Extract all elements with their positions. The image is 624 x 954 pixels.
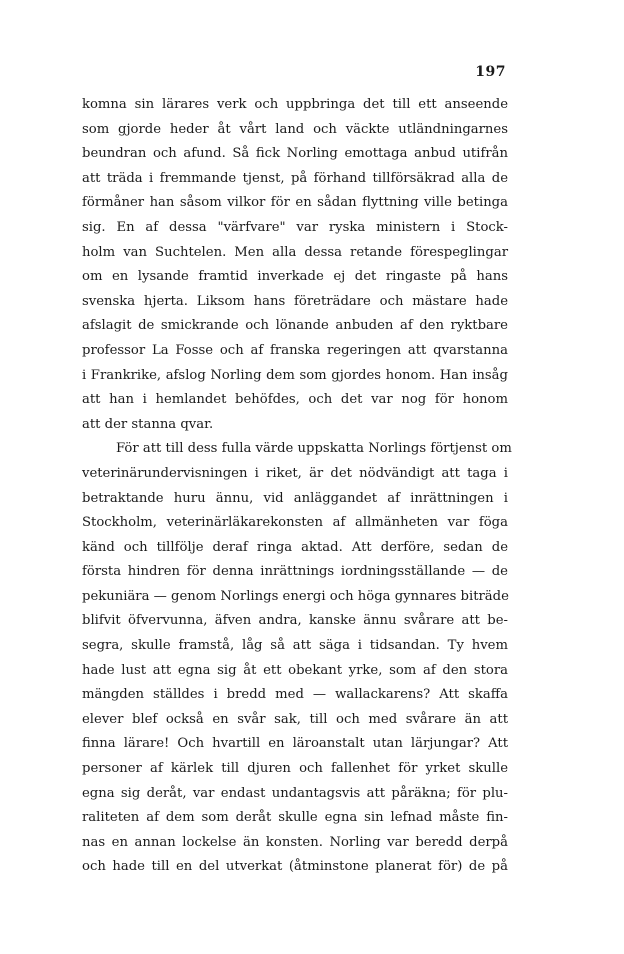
text-line: elever blef också en svår sak, till och med svårare än att xyxy=(82,711,508,727)
text-line: professor La Fosse och af franska regeringen att qvarstanna xyxy=(82,342,508,358)
text-line: betraktande huru ännu, vid anläggandet af inrättningen i xyxy=(82,490,508,506)
text-line: som gjorde heder åt vårt land och väckte utländningarnes xyxy=(82,121,508,137)
text-line: segra, skulle framstå, låg så att säga i tidsandan. Ty hvem xyxy=(82,638,508,654)
text-line: sig. En af dessa "värfvare" var ryska ministern i Stock- xyxy=(82,219,508,235)
text-line: känd och tillfölje deraf ringa aktad. Att derföre, sedan de xyxy=(82,539,508,555)
text-line: egna sig deråt, var endast undantagsvis att påräkna; för plu- xyxy=(82,785,508,801)
text-line: hade lust att egna sig åt ett obekant yrke, som af den stora xyxy=(82,662,508,678)
text-line: afslagit de smickrande och lönande anbuden af den ryktbare xyxy=(82,318,508,334)
paragraph-start-line: För att till dess fulla värde uppskatta Norlings förtjenst om xyxy=(116,441,512,457)
text-line: pekuniära — genom Norlings energi och höga gynnares biträde xyxy=(82,588,509,604)
text-line: mängden ställdes i bredd med — wallackarens? Att skaffa xyxy=(82,687,508,703)
text-line: om en lysande framtid inverkade ej det ringaste på hans xyxy=(82,269,508,285)
text-line: beundran och afund. Så fick Norling emottaga anbud utifrån xyxy=(82,146,508,162)
paragraph-end-line: att der stanna qvar. xyxy=(82,416,214,432)
text-line: komna sin lärares verk och uppbringa det till ett anseende xyxy=(82,97,508,112)
text-line: personer af kärlek till djuren och fallenhet för yrket skulle xyxy=(82,761,508,777)
text-line: veterinärundervisningen i riket, är det nödvändigt att taga i xyxy=(82,465,508,481)
page-number: 197 xyxy=(475,64,506,80)
text-line: förmåner han såsom vilkor för en sådan flyttning ville betinga xyxy=(82,195,508,211)
text-line: blifvit öfvervunna, äfven andra, kanske ännu svårare att be- xyxy=(82,613,508,629)
text-line: nas en annan lockelse än konsten. Norling var beredd derpå xyxy=(82,834,508,850)
text-line: första hindren för denna inrättnings iordningsställande — de xyxy=(82,564,508,580)
text-line: svenska hjerta. Liksom hans företrädare och mästare hade xyxy=(82,293,508,309)
text-line: holm van Suchtelen. Men alla dessa retande förespeglingar xyxy=(82,244,508,260)
text-line: att han i hemlandet behöfdes, och det var nog för honom xyxy=(82,392,508,408)
text-line: Stockholm, veterinärläkarekonsten af allmänheten var föga xyxy=(82,515,508,531)
text-line: finna lärare! Och hvartill en läroanstalt utan lärjungar? Att xyxy=(82,736,508,752)
body-text xyxy=(82,93,512,880)
text-line: och hade till en del utverkat (åtminstone planerat för) de på xyxy=(82,859,508,875)
text-line: raliteten af dem som deråt skulle egna sin lefnad måste fin- xyxy=(82,810,508,826)
text-line: att träda i fremmande tjenst, på förhand tillförsäkrad alla de xyxy=(82,170,508,186)
text-line: i Frankrike, afslog Norling dem som gjordes honom. Han insåg xyxy=(82,367,508,383)
